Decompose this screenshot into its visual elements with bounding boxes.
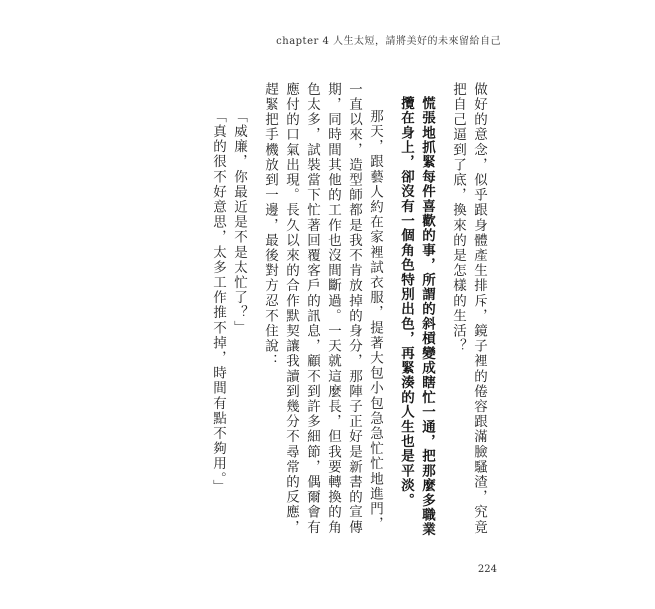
dialogue-line-reply: 「真的很不好意思，太多工作推不掉，時間有點不夠用。」 (210, 109, 226, 495)
dialogue-line-friend: 「威廉，你最近是不是太忙了？」 (231, 109, 247, 336)
emphasis-paragraph: 慌張地抓緊每件喜歡的事，所謂的斜槓變成瞎忙一通，把那麼多職業攬在身上，卻沒有一個角色特別出色，再緊湊的人生也是平淡。 (398, 96, 435, 537)
body-text (207, 82, 489, 542)
paragraph-intro: 做好的意念，似乎跟身體產生排斥，鏡子裡的倦容跟滿臉騷渣，究竟把自己逼到了底，換來的是怎樣的生活？ (450, 82, 487, 535)
running-header: chapter 4 人生太短，請將美好的未來留給自己 (276, 36, 501, 47)
paragraph-story: 那天，跟藝人約在家裡試衣服，提著大包小包急急忙忙地進門，一直以來，造型師都是我不肯放掉的身分，那陣子正好是新書的宣傳期，同時間其他的工作也沒間斷過。一天就這麼長，但我要轉換的角色太多，試裝當下忙著回覆客戶的訊息，顧不到許多細節，偶爾會有應付的口氣出現。長久以來的合作默契讓我讀到幾分不尋常的反應，趕緊把手機放到一邊，最後對方忍不住說： (262, 82, 383, 535)
page-number: 224 (477, 564, 497, 575)
